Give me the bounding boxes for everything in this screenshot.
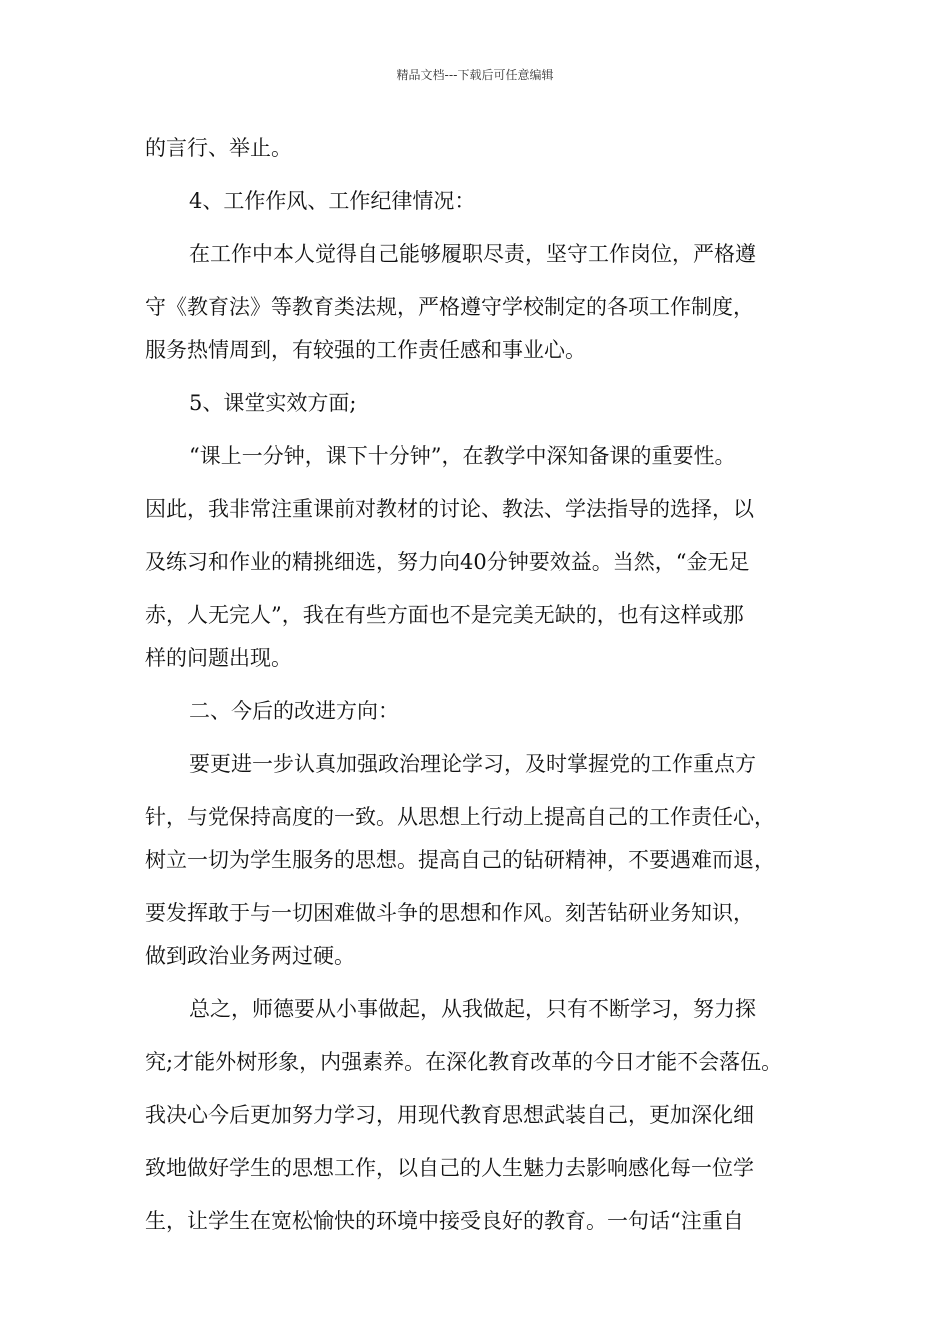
text-line: 要发挥敢于与一切困难做斗争的思想和作风。刻苦钻研业务知识， [145,901,754,925]
text-line: 在工作中本人觉得自己能够履职尽责，坚守工作岗位，严格遵 [189,242,756,266]
text-line: 要更进一步认真加强政治理论学习，及时掌握党的工作重点方 [189,752,756,776]
text-line: 总之，师德要从小事做起，从我做起，只有不断学习，努力探 [189,997,756,1021]
text-line: 守《教育法》等教育类法规，严格遵守学校制定的各项工作制度， [145,295,754,319]
text-line: 我决心今后更加努力学习，用现代教育思想武装自己，更加深化细 [145,1103,754,1127]
text-line: 服务热情周到，有较强的工作责任感和事业心。 [145,338,586,362]
text-line: 针，与党保持高度的一致。从思想上行动上提高自己的工作责任心， [145,805,775,829]
text-line: “课上一分钟，课下十分钟”，在教学中深知备课的重要性。 [189,444,736,468]
text-line: 赤，人无完人”，我在有些方面也不是完美无缺的，也有这样或那 [145,603,744,627]
text-line: 树立一切为学生服务的思想。提高自己的钻研精神，不要遇难而退， [145,848,775,872]
text-line: 样的问题出现。 [145,646,292,670]
text-line: 的言行、举止。 [145,136,292,160]
text-line: 5、课堂实效方面; [189,391,357,415]
text-line: 做到政治业务两过硬。 [145,944,355,968]
text-line: 究;才能外树形象，内强素养。在深化教育改革的今日才能不会落伍。 [145,1050,783,1074]
page-header: 精品文档---下载后可任意编辑 [396,68,554,82]
text-line: 4、工作作风、工作纪律情况： [189,189,476,213]
document-body [145,127,813,1243]
text-line: 及练习和作业的精挑细选，努力向40分钟要效益。当然，“金无足 [145,550,750,574]
text-line: 致地做好学生的思想工作，以自己的人生魅力去影响感化每一位学 [145,1156,754,1180]
text-line: 因此，我非常注重课前对教材的讨论、教法、学法指导的选择，以 [145,497,754,521]
text-line: 二、今后的改进方向： [189,699,399,723]
text-line: 生，让学生在宽松愉快的环境中接受良好的教育。一句话“注重自 [145,1209,744,1233]
